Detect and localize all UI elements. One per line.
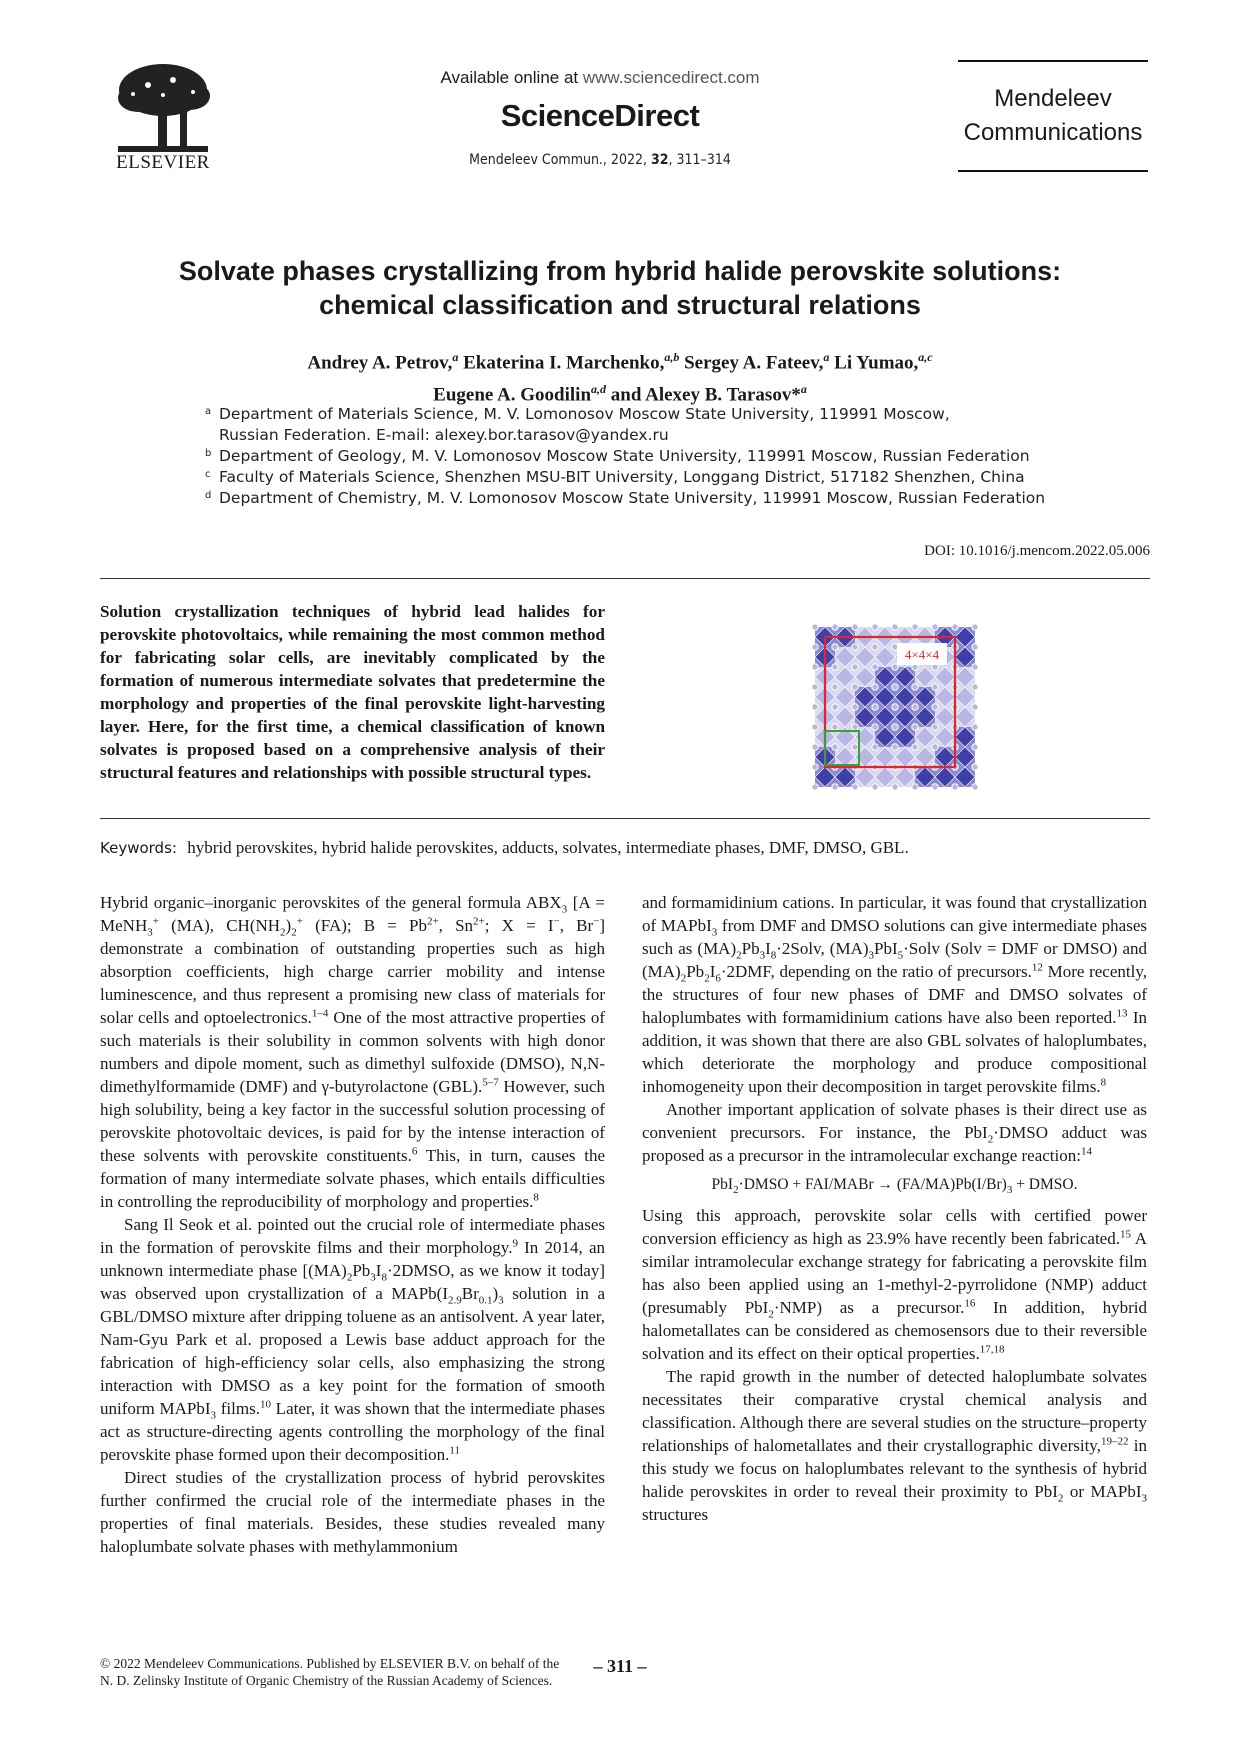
keywords-label: Keywords: [100,839,177,857]
lattice-node [832,704,838,710]
lattice-node [952,784,958,790]
lattice-node [972,624,978,630]
lattice-node [872,684,878,690]
affiliation-a: a Department of Materials Science, M. V. Lomonosov Moscow State University, 119991 Moscow, Russian Federation. E-mail: alexey.bor.tarasov@yandex.ru [205,405,950,444]
lattice-node [852,724,858,730]
lattice-node [972,644,978,650]
lattice-node [972,764,978,770]
journal-title-box [958,60,1148,172]
lattice-node [912,624,918,630]
lattice-node [892,624,898,630]
lattice-node [852,624,858,630]
body-right-column [642,891,1147,1526]
lattice-node [872,784,878,790]
paragraph: Sang Il Seok et al. pointed out the crucial role of intermediate phases in the formation of perovskite films and their morphology.$^9$ In 2014, an unknown intermediate phase [$(MA)_2Pb_3I_8\cdot 2DMSO$, as we know it today] was observed upon crystallization of a $MAPb(I_{2.9}Br_{0.1})_3$ solution in a GBL/DMSO mixture after dripping toluene as an antisolvent. A year later, Nam-Gyu Park et al. proposed a Lewis base adduct approach for the fabrication of high-efficiency solar cells, also emphasizing the strong interaction with DMSO as a key point for the formation of smooth uniform MAPbI$_3$ films.$^{10}$ Later, it was shown that the intermediate phases act as structure-directing agents controlling the morphology of the final perovskite phase formed upon their decomposition.$^{11}$ [100,1215,606,1464]
sciencedirect-link[interactable]: www.sciencedirect.com [582,68,760,87]
copyright-notice: © 2022 Mendeleev Communications. Published by ELSEVIER B.V. on behalf of the N. D. Zelinsky Institute of Organic Chemistry of the Russian Academy of Sciences. [100,1656,560,1688]
lattice-node [872,644,878,650]
lattice-node [972,744,978,750]
lattice-node [972,724,978,730]
affiliations [205,404,1105,509]
journal-citation: Mendeleev Commun., 2022, 32, 311–314 [469,152,731,168]
affiliation-d: d Department of Chemistry, M. V. Lomonosov Moscow State University, 119991 Moscow, Russian Federation [205,489,1046,507]
lattice-node [852,784,858,790]
lattice-node [912,784,918,790]
paragraph: Using this approach, perovskite solar cells with certified power conversion efficiency as high as 23.9% have recently been fabricated.$^{15}$ A similar intramolecular exchange strategy for fabricating a perovskite film has also been applied using an 1-methyl-2-pyrrolidone (NMP) adduct (presumably PbI$_2$·NMP) as a precursor.$^{16}$ In addition, hybrid halometallates can be considered as chemosensors due to their reversible solvation and its effect on their optical properties.$^{17,18}$ [642,1206,1147,1363]
abstract: Solution crystallization techniques of hybrid lead halides for perovskite photovoltaics, while remaining the most common method for fabricating solar cells, are inevitably complicated by the formation of numerous intermediate solvates that predetermine the morphology and properties of the final perovskite light-harvesting layer. Here, for the first time, a chemical classification of known solvates is proposed based on a comprehensive analysis of their structural features and relationships with possible structural types. [100,602,605,782]
doi[interactable]: DOI: 10.1016/j.mencom.2022.05.006 [924,543,1150,559]
lattice-node [832,624,838,630]
affiliation-c: c Faculty of Materials Science, Shenzhen MSU-BIT University, Longgang District, 517182 Shenzhen, China [205,468,1025,486]
lattice-node [832,684,838,690]
supercell-label: 4×4×4 [904,647,940,662]
lattice-node [832,784,838,790]
lattice-node [852,664,858,670]
lattice-node [912,704,918,710]
lattice-node [932,744,938,750]
author-list: Andrey A. Petrov,$^a$ Ekaterina I. Marchenko,$^{a,b}$ Sergey A. Fateev,$^a$ Li Yumao,$^{a,c}$ Eugene A. Goodilin$^{a,d}$ and Alexey B. Tarasov*$^a$ [307,350,933,406]
lattice-node [972,784,978,790]
body-left-column [100,891,605,1558]
lattice-node [892,704,898,710]
sciencedirect-wordmark: ScienceDirect [500,98,700,133]
lattice-node [872,724,878,730]
availability-prefix: Available online at [440,68,579,87]
lattice-node [812,704,818,710]
affiliation-b: b Department of Geology, M. V. Lomonosov Moscow State University, 119991 Moscow, Russian Federation [205,447,1030,465]
article-title: Solvate phases crystallizing from hybrid halide perovskite solutions: chemical classification and structural relations [178,256,1062,320]
lattice-node [912,744,918,750]
lattice-node [892,744,898,750]
availability-line [380,68,820,88]
divider-top [100,578,1150,579]
lattice-node [892,684,898,690]
page-number: – 311 – [593,1656,647,1676]
journal-name: Mendeleev Communications [963,85,1143,146]
lattice-node [832,744,838,750]
lattice-node [852,704,858,710]
lattice-node [952,624,958,630]
lattice-node [972,704,978,710]
lattice-node [932,684,938,690]
lattice-node [872,664,878,670]
lattice-node [812,724,818,730]
lattice-node [812,624,818,630]
lattice-node [812,764,818,770]
lattice-node [832,724,838,730]
lattice-node [932,624,938,630]
lattice-node [812,684,818,690]
paragraph: Hybrid organic–inorganic perovskites of the general formula $ABX_3$ [A = MeNH$_3$+ (MA), $CH(NH_2)_2^+$ (FA); $B = Pb^{2+}$, $Sn^{2+}$; X = I−, Br−] demonstrate a combination of outstanding properties such as high absorption coefficients, high charge carrier mobility and intense luminescence, and thus represent a promising new class of materials for solar cells and optoelectronics.$^{1-4}$ One of the most attractive properties of such materials is their solubility in common solvents with high donor numbers and dipole moment, such as dimethyl sulfoxide (DMSO), N,N-dimethylformamide (DMF) and γ-butyrolactone (GBL).$^{5-7}$ However, such high solubility, being a key factor in the successful solution processing of perovskite photovoltaic devices, is paid for by the intense interaction of these solvents with perovskite constituents.$^6$ This, in turn, causes the formation of many intermediate solvate phases, which entails difficulties in controlling the reproducibility of morphology and properties.$^8$ [100,893,605,1211]
lattice-node [932,724,938,730]
lattice-node [852,644,858,650]
lattice-node [892,724,898,730]
paragraph: The rapid growth in the number of detected haloplumbate solvates necessitates their comparative crystal chemical analysis and classification. Although there are several studies on the structure–property relationships of halometallates and their crystallographic diversity,$^{19-22}$ in this study we focus on haloplumbates relevant to the synthesis of hybrid halide perovskites in order to reveal their proximity to PbI$_2$ or MAPbI$_3$ structures [642,1367,1147,1524]
paragraph: Direct studies of the crystallization process of hybrid perovskites further confirmed the crucial role of the intermediate phases in the properties of final materials. Besides, these studies revealed many haloplumbate solvate phases with methylammonium [100,1468,605,1556]
lattice-node [872,624,878,630]
lattice-node [812,784,818,790]
lattice-node [892,784,898,790]
graphical-abstract [800,612,990,802]
lattice-node [832,644,838,650]
keywords [100,838,1150,858]
paragraph: and formamidinium cations. In particular, it was found that crystallization of MAPbI$_3$ from DMF and DMSO solutions can give intermediate phases such as $(MA)_2Pb_3I_8\cdot 2Solv$, $(MA)_3PbI_5\cdot Solv$ (Solv = DMF or DMSO) and $(MA)_2Pb_2I_6\cdot 2DMF$, depending on the ratio of precursors.$^{12}$ More recently, the structures of four new phases of DMF and DMSO solvates of haloplumbates with formamidinium cations have also been reported.$^{13}$ In addition, it was shown that there are also GBL solvates of haloplumbates, which deteriorate the morphology and produce compositional inhomogeneity upon their decomposition in target perovskite films.$^8$ [642,893,1147,1096]
lattice-node [812,664,818,670]
paragraph: Another important application of solvate phases is their direct use as convenient precursors. For instance, the PbI$_2$·DMSO adduct was proposed as a precursor in the intramolecular exchange reaction:$^{14}$ [642,1100,1147,1165]
lattice-node [912,684,918,690]
reaction-equation: PbI$_2$·DMSO + FAI/MABr → $(FA/MA)Pb(I/Br)_3$ + DMSO. [711,1176,1078,1197]
lattice-node [872,744,878,750]
lattice-node [932,704,938,710]
divider-bottom [100,818,1150,819]
lattice-node [812,644,818,650]
lattice-node [852,684,858,690]
lattice-node [972,684,978,690]
lattice-node [972,664,978,670]
lattice-node [932,784,938,790]
lattice-node [912,724,918,730]
lattice-node [812,744,818,750]
lattice-node [832,664,838,670]
lattice-node [852,744,858,750]
lattice-node [872,704,878,710]
keywords-text: hybrid perovskites, hybrid halide perovskites, adducts, solvates, intermediate phases, DMF, DMSO, GBL. [187,838,909,857]
publisher-name: ELSEVIER [116,152,210,173]
